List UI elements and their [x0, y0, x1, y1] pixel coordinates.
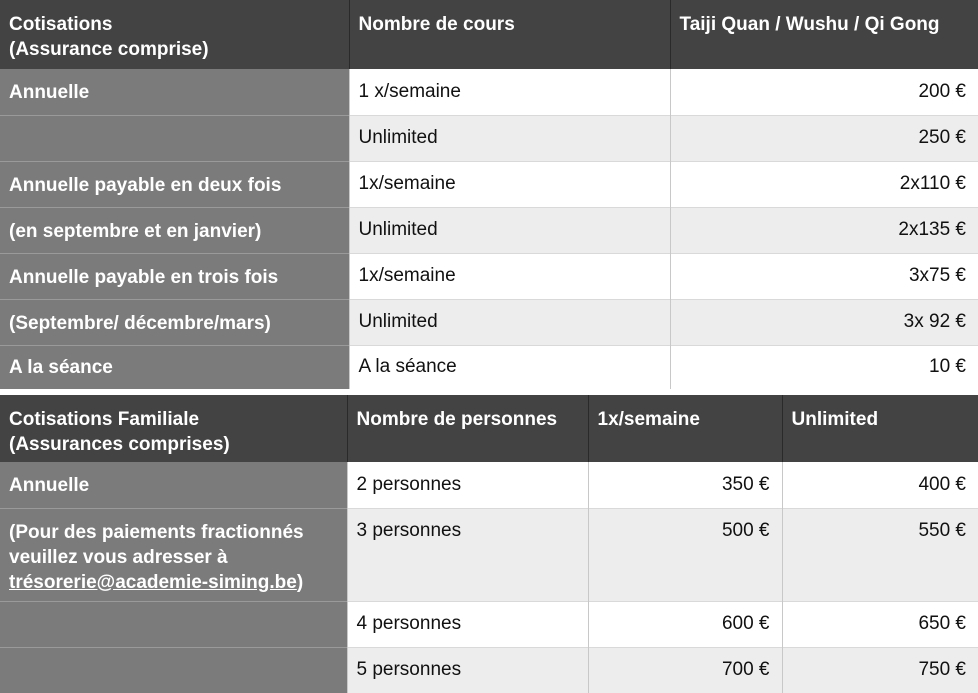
weekly-price-cell: 500 € [588, 508, 782, 601]
table-header-row [0, 395, 978, 462]
payment-note [0, 508, 347, 601]
price-cell: 200 € [670, 69, 978, 115]
table-row [0, 345, 978, 389]
persons-cell: 2 personnes [347, 462, 588, 508]
header-nombre-de-cours: Nombre de cours [349, 0, 670, 69]
table-row [0, 115, 978, 161]
row-label: (Septembre/ décembre/mars) [0, 299, 349, 345]
table-row [0, 69, 978, 115]
price-cell: 2x110 € [670, 161, 978, 207]
table-row [0, 508, 978, 601]
row-label: (en septembre et en janvier) [0, 207, 349, 253]
table-row [0, 207, 978, 253]
weekly-price-cell: 700 € [588, 647, 782, 693]
treasury-email-link[interactable]: trésorerie@academie-siming.be [9, 571, 297, 593]
header-unlimited: Unlimited [782, 395, 978, 462]
price-cell: 10 € [670, 345, 978, 389]
persons-cell: 3 personnes [347, 508, 588, 601]
course-count-cell: 1x/semaine [349, 253, 670, 299]
row-label: Annuelle [0, 69, 349, 115]
table-row [0, 462, 978, 508]
table-row [0, 253, 978, 299]
course-count-cell: Unlimited [349, 207, 670, 253]
unlimited-price-cell: 550 € [782, 508, 978, 601]
row-label: Annuelle payable en deux fois [0, 161, 349, 207]
price-cell: 3x 92 € [670, 299, 978, 345]
family-fees-table [0, 395, 978, 693]
row-label: Annuelle payable en trois fois [0, 253, 349, 299]
persons-cell: 5 personnes [347, 647, 588, 693]
table-row [0, 601, 978, 647]
table-row [0, 161, 978, 207]
header-taiji-wushu-qigong: Taiji Quan / Wushu / Qi Gong [670, 0, 978, 69]
header-cotisations: Cotisations (Assurance comprise) [0, 0, 349, 69]
course-count-cell: 1 x/semaine [349, 69, 670, 115]
header-cotisations-familiale: Cotisations Familiale (Assurances comprises) [0, 395, 347, 462]
payment-note-close: ) [296, 571, 304, 593]
row-label [0, 647, 347, 693]
unlimited-price-cell: 400 € [782, 462, 978, 508]
weekly-price-cell: 350 € [588, 462, 782, 508]
payment-note-text: (Pour des paiements fractionnés veuillez vous adresser à [9, 521, 304, 568]
course-count-cell: Unlimited [349, 299, 670, 345]
unlimited-price-cell: 750 € [782, 647, 978, 693]
table-header-row [0, 0, 978, 69]
table-row [0, 647, 978, 693]
price-cell: 2x135 € [670, 207, 978, 253]
row-label [0, 115, 349, 161]
table-row [0, 299, 978, 345]
row-label: Annuelle [0, 462, 347, 508]
header-nombre-de-personnes: Nombre de personnes [347, 395, 588, 462]
course-count-cell: A la séance [349, 345, 670, 389]
header-1x-semaine: 1x/semaine [588, 395, 782, 462]
unlimited-price-cell: 650 € [782, 601, 978, 647]
persons-cell: 4 personnes [347, 601, 588, 647]
course-count-cell: Unlimited [349, 115, 670, 161]
row-label [0, 601, 347, 647]
weekly-price-cell: 600 € [588, 601, 782, 647]
course-count-cell: 1x/semaine [349, 161, 670, 207]
row-label: A la séance [0, 345, 349, 389]
price-cell: 3x75 € [670, 253, 978, 299]
price-cell: 250 € [670, 115, 978, 161]
